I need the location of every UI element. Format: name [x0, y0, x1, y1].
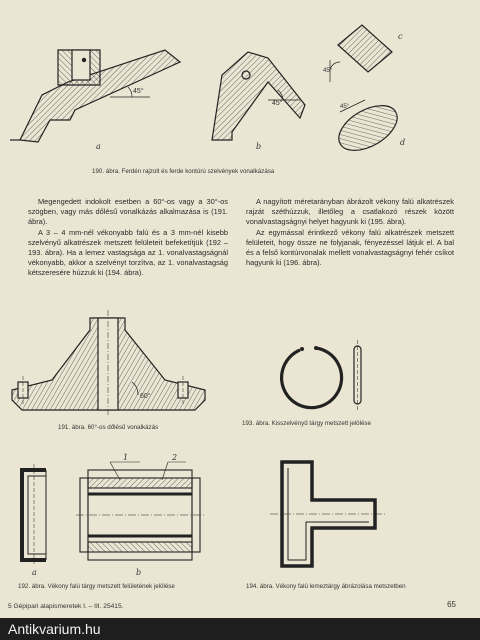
fig190d-angle: 45° — [340, 104, 350, 110]
figure-190c-drawing — [330, 25, 392, 82]
fig191-caption: 191. ábra. 60°-os dőlésű vonalkázás — [58, 424, 159, 431]
fig190-caption: 190. ábra. Ferdén rajzolt és ferde kontúrú szelvények vonalkázása — [92, 168, 275, 175]
paragraph: A nagyított méretarányban ábrázolt vékony falú alkatrészek rajzát széthúzzuk, illetőleg a csatlakozó részek között vonalvastagságnyi helyet hagyunk ki (195. ábra). — [246, 197, 454, 227]
fig190-label-a: a — [96, 142, 101, 151]
fig190a-angle: 45° — [133, 88, 144, 95]
fig192-label-a: a — [32, 568, 37, 577]
figure-190b-drawing — [212, 52, 305, 140]
figure-194-drawing — [270, 462, 385, 566]
fig193-caption: 193. ábra. Kisszelvényű tárgy metszett jelölése — [242, 420, 371, 427]
fig190-label-b: b — [256, 142, 262, 151]
figure-192a-drawing — [22, 464, 46, 566]
fig192-label-b: b — [136, 568, 142, 577]
paragraph: A 3 – 4 mm-nél vékonyabb falú és a 3 mm-nél kisebb szelvényű alkatrészek metszett felületeit befeketítjük (192 – 193. ábra). Ha a lemez vastagsága az 1. vonalvastagságnál vékonyabb, akkor a szelvényt torzítva, az 1. vonalvastagság kétszeresére húzzuk ki (194. ábra). — [28, 227, 228, 278]
fig190-label-d: d — [400, 138, 406, 147]
page-number: 65 — [447, 600, 456, 609]
fig192-callout-1: 1 — [123, 453, 129, 462]
text-column-right — [246, 197, 454, 268]
fig194-caption: 194. ábra. Vékony falú lemeztárgy ábrázolása metszetben — [246, 583, 406, 590]
figure-192b-drawing — [76, 462, 205, 560]
text-column-left — [28, 197, 228, 279]
footer-publication: 5 Gépipari alapismeretek I. – III. 25415. — [8, 603, 124, 610]
fig192-caption: 192. ábra. Vékony falú tárgy metszett felületének jelölése — [18, 583, 175, 590]
fig191-angle: 60° — [140, 393, 151, 400]
fig190-label-c: c — [398, 32, 403, 41]
figure-191-drawing — [12, 310, 205, 415]
fig190b-angle: 45° — [272, 100, 283, 107]
fig192-callout-2: 2 — [172, 453, 178, 462]
watermark-banner: Antikvarium.hu — [0, 618, 480, 640]
figure-193-drawing — [282, 340, 361, 410]
figure-190a-drawing — [10, 50, 180, 142]
paragraph: Az egymással érintkező vékony falú alkatrészek metszett felületeit, hogy össze ne folyjanak, fényezéssel látjuk el. A bal és a felső kontúrvonalak mellett vonalvastagságnyi fehér csíkot hagyunk ki (196. ábra). — [246, 227, 454, 268]
fig190c-angle: 45° — [323, 68, 333, 74]
paragraph: Megengedett indokolt esetben a 60°-os vagy a 30°-os szögben, vagy más dőlésű vonalkázás alkalmazása is (191. ábra). — [28, 197, 228, 227]
